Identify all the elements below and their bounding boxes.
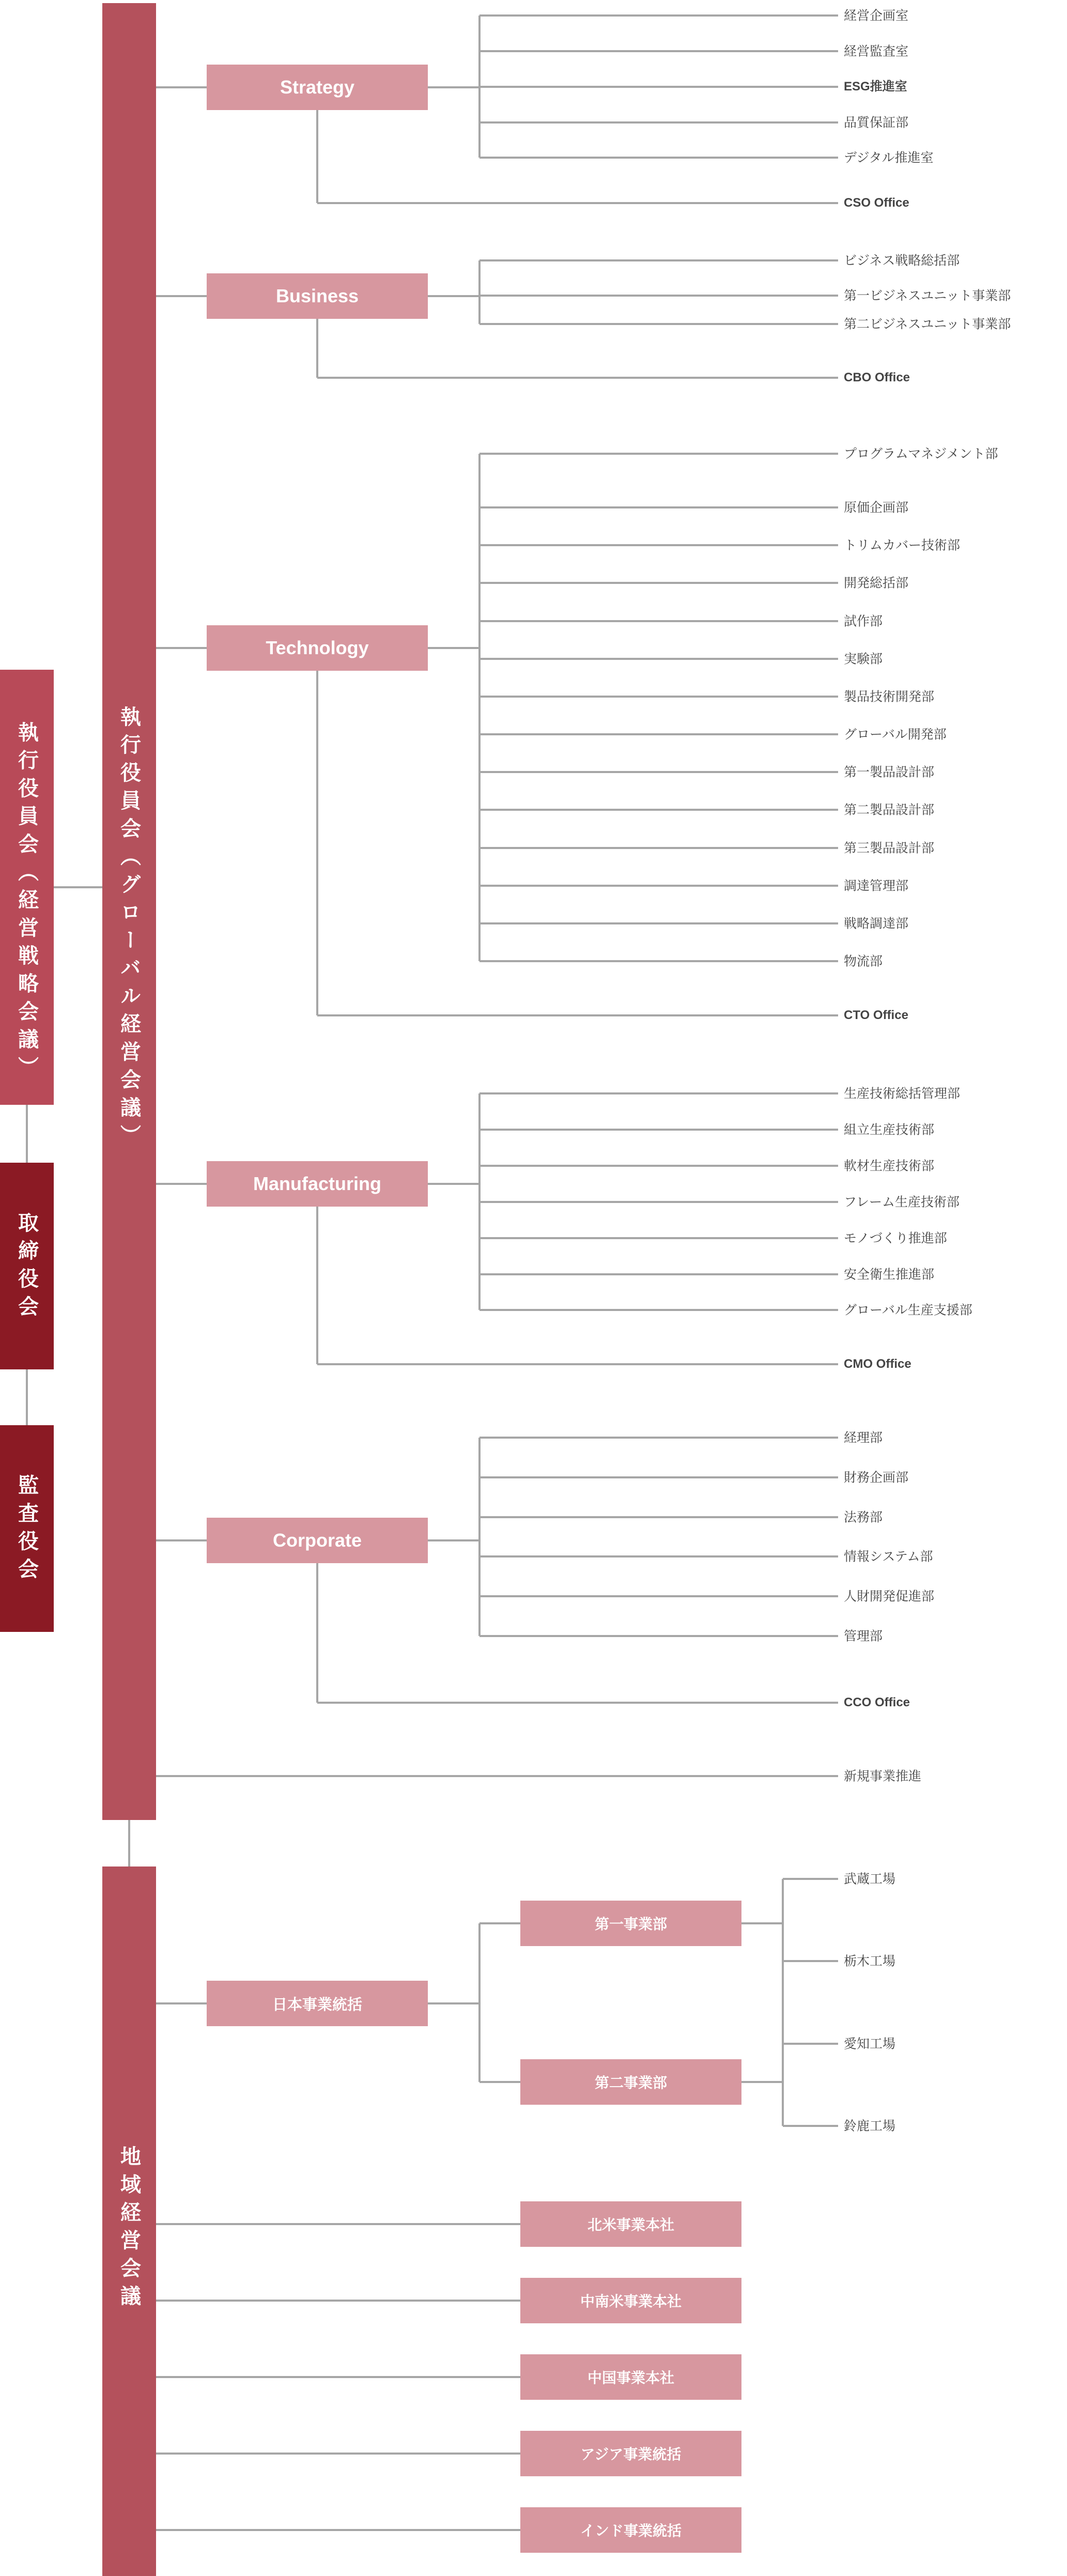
- exec-committee-bar: [0, 670, 54, 1105]
- japan-business-box[interactable]: 日本事業統括: [207, 1981, 428, 2026]
- department-item[interactable]: ビジネス戦略総括部: [844, 253, 960, 268]
- department-item[interactable]: デジタル推進室: [844, 150, 934, 165]
- factory-item[interactable]: 鈴鹿工場: [844, 2118, 896, 2134]
- region-china-box[interactable]: 中国事業本社: [520, 2354, 741, 2400]
- factory-item[interactable]: 武蔵工場: [844, 1871, 896, 1887]
- department-item[interactable]: 製品技術開発部: [844, 689, 935, 704]
- audit-bar: [0, 1425, 54, 1632]
- department-item[interactable]: 第一製品設計部: [844, 764, 935, 780]
- exec-committee-label: 執行役員会（経営戦略会議）: [14, 721, 39, 1084]
- department-item[interactable]: 組立生産技術部: [844, 1122, 935, 1137]
- department-item[interactable]: 情報システム部: [844, 1549, 933, 1564]
- new-business-item[interactable]: 新規事業推進: [844, 1768, 922, 1784]
- department-item[interactable]: 経営企画室: [844, 8, 909, 23]
- department-item[interactable]: トリムカバー技術部: [844, 537, 961, 553]
- department-item[interactable]: 第一ビジネスユニット事業部: [844, 288, 1011, 303]
- department-item[interactable]: 第二製品設計部: [844, 802, 935, 817]
- department-item[interactable]: 管理部: [844, 1628, 883, 1644]
- region-bar: [102, 1867, 156, 2576]
- region-label: 地域経営会議: [117, 2146, 141, 2313]
- department-item[interactable]: 財務企画部: [844, 1470, 909, 1485]
- exec-global-label: 執行役員会（グローバル経営会議）: [117, 706, 141, 1152]
- department-item[interactable]: グローバル生産支援部: [844, 1302, 972, 1318]
- department-item[interactable]: 品質保証部: [844, 115, 909, 130]
- department-item[interactable]: 経営監査室: [844, 43, 909, 59]
- region-india-box[interactable]: インド事業統括: [520, 2507, 741, 2553]
- corporate-box[interactable]: Corporate: [207, 1518, 428, 1563]
- factory-item[interactable]: 栃木工場: [844, 1953, 896, 1969]
- technology-box[interactable]: Technology: [207, 625, 428, 671]
- exec-global-bar: [102, 3, 156, 1820]
- department-item[interactable]: 調達管理部: [844, 878, 909, 893]
- department-item[interactable]: 試作部: [844, 613, 883, 629]
- office-item[interactable]: CCO Office: [844, 1695, 910, 1709]
- department-item[interactable]: グローバル開発部: [844, 727, 947, 742]
- office-item[interactable]: CBO Office: [844, 371, 910, 384]
- department-item[interactable]: ESG推進室: [844, 80, 907, 94]
- department-item[interactable]: 実験部: [844, 651, 883, 667]
- department-item[interactable]: 開発総括部: [844, 575, 909, 591]
- board-bar: [0, 1163, 54, 1369]
- department-item[interactable]: 経理部: [844, 1430, 883, 1445]
- department-item[interactable]: 第三製品設計部: [844, 840, 935, 856]
- office-item[interactable]: CMO Office: [844, 1357, 911, 1371]
- strategy-box[interactable]: Strategy: [207, 65, 428, 110]
- office-item[interactable]: CSO Office: [844, 196, 909, 210]
- division-1-box[interactable]: 第一事業部: [520, 1901, 741, 1946]
- department-item[interactable]: 軟材生産技術部: [844, 1158, 935, 1174]
- division-2-box[interactable]: 第二事業部: [520, 2059, 741, 2105]
- department-item[interactable]: 戦略調達部: [844, 916, 909, 931]
- factory-item[interactable]: 愛知工場: [844, 2036, 896, 2051]
- department-item[interactable]: モノづくり推進部: [844, 1230, 947, 1246]
- department-item[interactable]: 安全衛生推進部: [844, 1267, 935, 1282]
- business-box[interactable]: Business: [207, 273, 428, 319]
- region-latin-america-box[interactable]: 中南米事業本社: [520, 2278, 741, 2323]
- manufacturing-box[interactable]: Manufacturing: [207, 1161, 428, 1207]
- department-item[interactable]: 人財開発促進部: [844, 1588, 935, 1604]
- department-item[interactable]: 原価企画部: [844, 500, 909, 515]
- department-item[interactable]: 生産技術総括管理部: [844, 1086, 961, 1101]
- audit-label: 監査役会: [14, 1474, 39, 1586]
- department-item[interactable]: フレーム生産技術部: [844, 1194, 960, 1210]
- department-item[interactable]: プログラムマネジメント部: [844, 446, 998, 461]
- region-asia-box[interactable]: アジア事業統括: [520, 2431, 741, 2476]
- office-item[interactable]: CTO Office: [844, 1008, 908, 1022]
- region-north-america-box[interactable]: 北米事業本社: [520, 2201, 741, 2247]
- department-item[interactable]: 法務部: [844, 1509, 883, 1525]
- department-item[interactable]: 物流部: [844, 953, 883, 969]
- department-item[interactable]: 第二ビジネスユニット事業部: [844, 316, 1011, 332]
- board-label: 取締役会: [14, 1212, 39, 1323]
